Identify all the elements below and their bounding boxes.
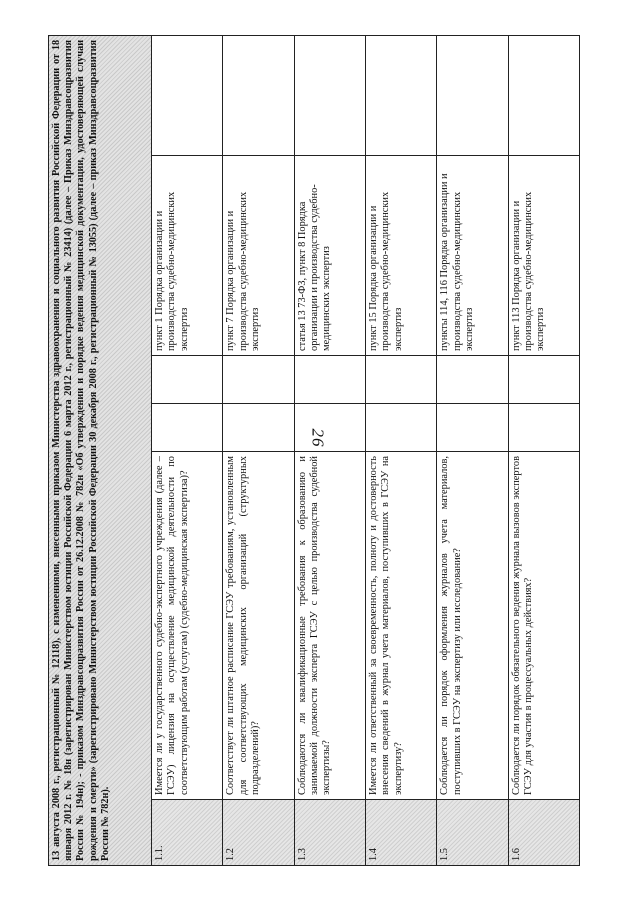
row-question: Имеется ли у государственного судебно-экспертного учреждения (далее – ГСЭУ) лицензия на осуществление медицинской деятельности по соответствующим работам (услугам) (судебно-медицинская экспертиза)?	[152, 452, 223, 800]
page-number: 26	[308, 428, 328, 448]
row-reference: пункт 1 Порядка организации и производства судебно-медицинских экспертиз	[152, 156, 223, 356]
header-row	[49, 35, 152, 865]
note-cell	[508, 35, 579, 155]
answer-no-cell	[437, 356, 508, 404]
table-row	[152, 35, 223, 865]
row-reference: пункты 114, 116 Порядка организации и производства судебно-медицинских экспертиз	[437, 156, 508, 356]
row-number: 1.5	[437, 800, 508, 866]
header-text: 13 августа 2008 г., регистрационный № 12118), с изменениями, внесенными приказом Министерства здравоохранения и социального развития Российской Федерации от 18 января 2012 г. № 18н (зарегистрирован Министерством юстиции Российской Федерации 6 марта 2012 г., регистрационный № 23414) (далее – Приказ Минздравсоцразвития России № 194н); - приказом Минздравсоцразвития России от 26.12.2008 № 782н «Об утверждении и порядке ведения медицинской документации, удостоверяющей случаи рождения и смерти» (зарегистрировано Министерством юстиции Российской Федерации 30 декабря 2008 г., регистрационный № 13055) (далее – приказ Минздравсоцразвития России № 782н).	[49, 35, 152, 865]
answer-no-cell	[365, 356, 436, 404]
answer-no-cell	[294, 356, 365, 404]
row-question: Имеется ли ответственный за своевременность, полноту и достоверность внесения сведений в журнал учета материалов, поступивших в ГСЭУ на экспертизу?	[365, 452, 436, 800]
document-table-area	[48, 36, 580, 866]
row-number: 1.2	[223, 800, 294, 866]
answer-yes-cell	[365, 404, 436, 452]
answer-no-cell	[152, 356, 223, 404]
note-cell	[152, 35, 223, 155]
row-number: 1.1.	[152, 800, 223, 866]
answer-yes-cell	[152, 404, 223, 452]
row-reference: пункт 15 Порядка организации и производства судебно-медицинских экспертиз	[365, 156, 436, 356]
answer-yes-cell	[294, 404, 365, 452]
row-number: 1.4	[365, 800, 436, 866]
row-reference: пункт 113 Порядка организации и производства судебно-медицинских экспертиз	[508, 156, 579, 356]
row-reference: статья 13 73-ФЗ, пункт 8 Порядка организации и производства судебно-медицинских экспертиз	[294, 156, 365, 356]
note-cell	[294, 35, 365, 155]
row-question: Соблюдаются ли квалификационные требования к образованию и занимаемой должности эксперта ГСЭУ с целью производства судебной экспертизы?	[294, 452, 365, 800]
table-row	[365, 35, 436, 865]
answer-no-cell	[223, 356, 294, 404]
row-reference: пункт 7 Порядка организации и производства судебно-медицинских экспертиз	[223, 156, 294, 356]
table-row	[437, 35, 508, 865]
row-question: Соблюдается ли порядок оформления журналов учета материалов, поступивших в ГСЭУ на экспертизу или исследование?	[437, 452, 508, 800]
answer-no-cell	[508, 356, 579, 404]
answer-yes-cell	[437, 404, 508, 452]
row-number: 1.3	[294, 800, 365, 866]
note-cell	[223, 35, 294, 155]
answer-yes-cell	[508, 404, 579, 452]
note-cell	[365, 35, 436, 155]
table-row	[223, 35, 294, 865]
note-cell	[437, 35, 508, 155]
table-row	[294, 35, 365, 865]
row-question: Соблюдается ли порядок обязательного ведения журнала вызовов экспертов ГСЭУ для участия в процессуальных действиях?	[508, 452, 579, 800]
row-number: 1.6	[508, 800, 579, 866]
checklist-table	[48, 35, 580, 866]
table-row	[508, 35, 579, 865]
answer-yes-cell	[223, 404, 294, 452]
row-question: Соответствует ли штатное расписание ГСЭУ требованиям, установленным для соответствующих медицинских организаций (структурных подразделений)?	[223, 452, 294, 800]
